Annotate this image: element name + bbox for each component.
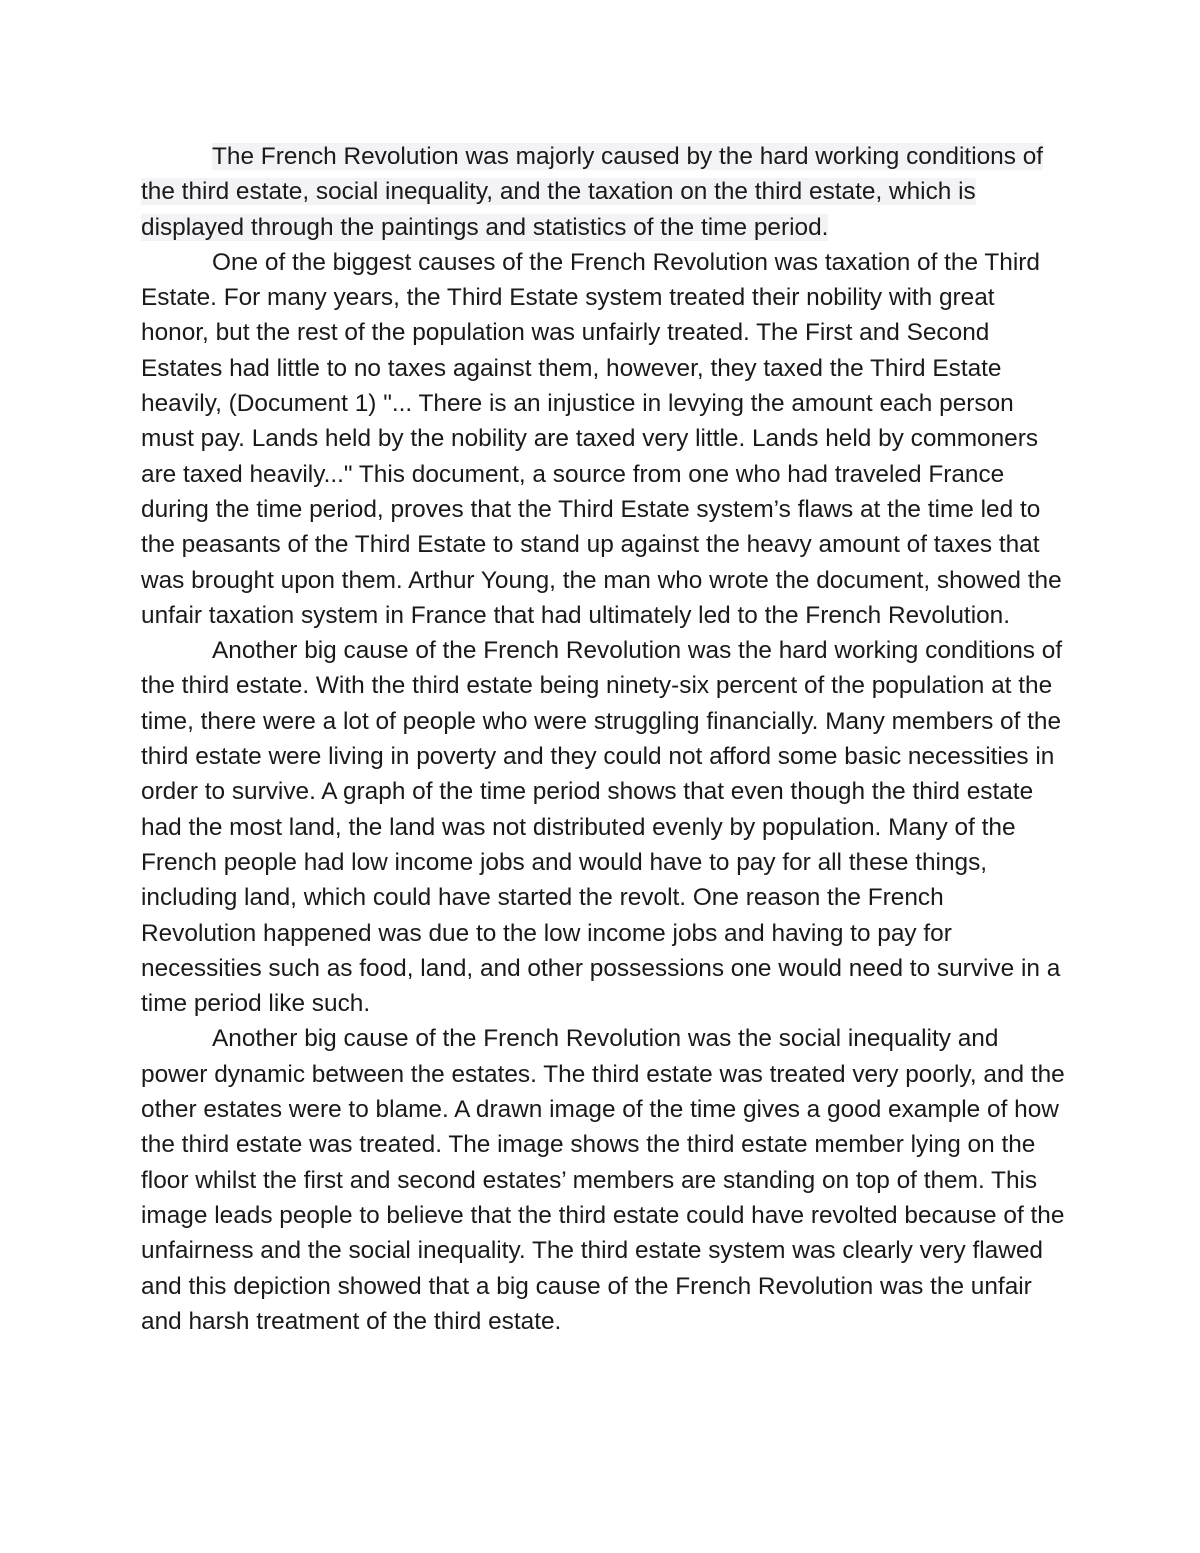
paragraph-text: Another big cause of the French Revolution was the social inequality and power dynamic between the estates. The third estate was treated very poorly, and the other estates were to blame. A drawn image of the time gives a good example of how the third estate was treated. The image shows the third estate member lying on the floor whilst the first and second estates’ members are standing on top of them. This image leads people to believe that the third estate could have revolted because of the unfairness and the social inequality. The third estate system was clearly very flawed and this depiction showed that a big cause of the French Revolution was the unfair and harsh treatment of the third estate.	[141, 1025, 1065, 1335]
paragraph-text: Another big cause of the French Revolution was the hard working conditions of the third estate. With the third estate being ninety-six percent of the population at the time, there were a lot of people who were struggling financially. Many members of the third estate were living in poverty and they could not afford some basic necessities in order to survive. A graph of the time period shows that even though the third estate had the most land, the land was not distributed evenly by population. Many of the French people had low income jobs and would have to pay for all these things, including land, which could have started the revolt. One reason the French Revolution happened was due to the low income jobs and having to pay for necessities such as food, land, and other possessions one would need to survive in a time period like such.	[141, 637, 1063, 1018]
paragraph-taxation	[141, 245, 1065, 633]
essay-body	[141, 139, 1065, 1339]
paragraph-thesis	[141, 139, 1065, 245]
paragraph-social-inequality	[141, 1021, 1065, 1339]
paragraph-text: One of the biggest causes of the French Revolution was taxation of the Third Estate. For many years, the Third Estate system treated their nobility with great honor, but the rest of the population was unfairly treated. The First and Second Estates had little to no taxes against them, however, they taxed the Third Estate heavily, (Document 1) "... There is an injustice in levying the amount each person must pay. Lands held by the nobility are taxed very little. Lands held by commoners are taxed heavily..." This document, a source from one who had traveled France during the time period, proves that the Third Estate system’s flaws at the time led to the peasants of the Third Estate to stand up against the heavy amount of taxes that was brought upon them. Arthur Young, the man who wrote the document, showed the unfair taxation system in France that had ultimately led to the French Revolution.	[141, 248, 1062, 629]
highlighted-text: The French Revolution was majorly caused by the hard working conditions of the third estate, social inequality, and the taxation on the third estate, which is displayed through the paintings and statistics of the time period.	[141, 143, 1044, 241]
paragraph-working-conditions	[141, 633, 1065, 1021]
